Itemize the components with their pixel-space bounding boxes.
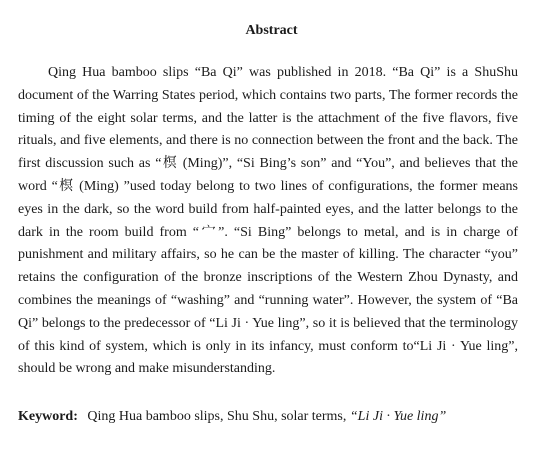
keyword-label: Keyword: <box>18 409 78 424</box>
keywords-plain: Qing Hua bamboo slips, Shu Shu, solar terms, <box>87 409 347 424</box>
abstract-title: Abstract <box>245 23 298 38</box>
keywords-italic: “Li Ji · Yue ling” <box>349 409 447 424</box>
keyword-line <box>18 408 523 426</box>
abstract-body: Qing Hua bamboo slips “Ba Qi” was published in 2018. “Ba Qi” is a ShuShu document of the Warring States period, which contains two parts, The former records the timing of the eight solar terms, and the latter is the attachment of the five flavors, five rituals, and five elements, and there is no connection between the front and the back. The first discussion such as “榠 (Ming)”, “Si Bing’s son” and “You”, and believes that the word “榠 (Ming) ”used today belong to two lines of configurations, the former means eyes in the dark, so the word build from half-painted eyes, and the latter belongs to the dark in the room build from “宀”. “Si Bing” belongs to metal, and is in charge of punishment and military affairs, so he can be the master of killing. The character “you” retains the configuration of the bronze inscriptions of the Western Zhou Dynasty, and combines the meanings of “washing” and “running water”. However, the system of “Ba Qi” belongs to the predecessor of “Li Ji · Yue ling”, so it is believed that the terminology of this kind of system, which is only in its infancy, must conform to“Li Ji · Yue ling”, should be wrong and make misunderstanding. <box>18 65 518 377</box>
